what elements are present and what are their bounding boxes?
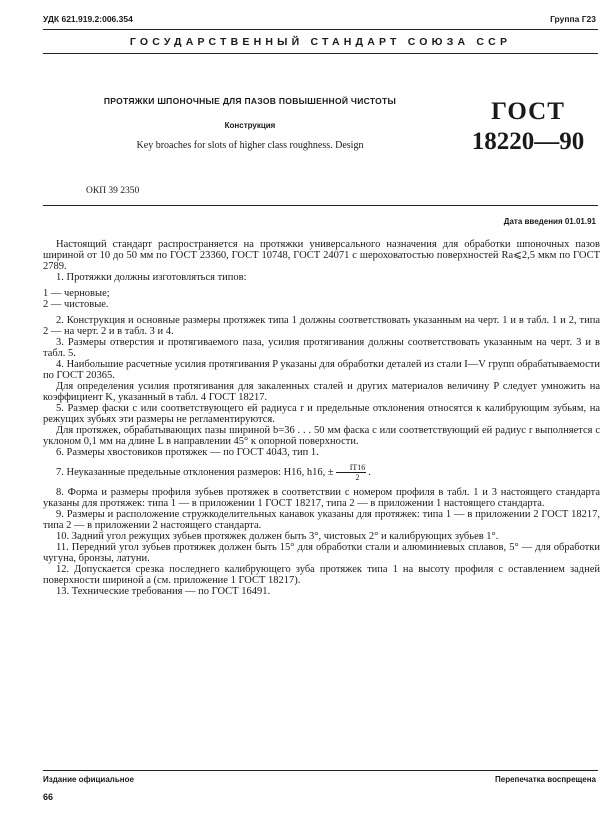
clause-11: 11. Передний угол зубьев протяжек должен быть 15° для обработки стали и алюминиевых сплавов, 5° — для обработки чугуна, бронзы, латуни. [43,542,600,564]
document-title: ПРОТЯЖКИ ШПОНОЧНЫЕ ДЛЯ ПАЗОВ ПОВЫШЕННОЙ ЧИСТОТЫ [103,96,397,106]
type-1-item: 1 — черновые; [43,288,110,299]
clause-7-text: 7. Неуказанные предельные отклонения размеров: H16, h16, ± [56,466,334,478]
footer-rule [43,770,598,771]
clause-7-end: . [368,466,371,478]
fraction-denominator: 2 [355,473,360,482]
clause-1: 1. Протяжки должны изготовляться типов: [56,272,247,283]
group-code: Группа Г23 [550,14,596,24]
fraction-numerator: IT16 [336,463,367,473]
clause-10: 10. Задний угол режущих зубьев протяжек должен быть 3°, чистовых 2° и калибрующих зубьев 1°. [56,531,499,542]
gost-label: ГОСТ [491,98,565,125]
date-introduction: Дата введения 01.01.91 [503,217,596,226]
clause-5-note: Для протяжек, обрабатывающих пазы шириной b=36 . . . 50 мм фаска c или соответствующий ей радиус r выполняется с уклоном 0,1 мм на длине L в направлении 45° к опорной поверхности. [43,425,600,447]
clause-4: 4. Наибольшие расчетные усилия протягивания P указаны для обработки деталей из стали I—V групп обрабатываемости по ГОСТ 20365. [43,359,600,381]
heading-rule [43,53,598,54]
state-standard-heading: ГОСУДАРСТВЕННЫЙ СТАНДАРТ СОЮЗА ССР [129,36,512,48]
clause-7 [43,463,600,482]
document-subtitle: Конструкция [224,121,276,130]
okp-rule [43,205,598,206]
reprint-note: Перепечатка воспрещена [495,775,596,784]
type-2-item: 2 — чистовые. [43,299,109,310]
clause-2: 2. Конструкция и основные размеры протяжек типа 1 должны соответствовать указанным на черт. 1 и в табл. 1 и 2, типа 2 — на черт. 2 и в табл. 3 и 4. [43,315,600,337]
page-number: 66 [43,792,54,802]
gost-number: 18220—90 [471,128,585,155]
clause-13: 13. Технические требования — по ГОСТ 16491. [56,586,271,597]
clause-5: 5. Размер фаски c или соответствующего ей радиуса r и предельные отклонения относятся к калибрующим зубьям, на режущих зубьях эти размеры не регламентируются. [43,403,600,425]
intro-paragraph: Настоящий стандарт распространяется на протяжки универсального назначения для обработки шпоночных пазов шириной от 10 до 50 мм по ГОСТ 23360, ГОСТ 10748, ГОСТ 24071 с шероховатостью поверхностей Ra⩽2,5 мкм по ГОСТ 2789. [43,239,600,272]
clause-12: 12. Допускается срезка последнего калибрующего зуба протяжек типа 1 на высоту профиля с оставлением задней поверхности шириной a (см. приложение 1 ГОСТ 18217). [43,564,600,586]
english-title: Key broaches for slots of higher class roughness. Design [136,140,364,151]
clause-3: 3. Размеры отверстия и протягиваемого паза, усилия протягивания должны соответствовать указанным на черт. 3 и в табл. 5. [43,337,600,359]
tolerance-fraction [336,463,367,482]
standard-body [43,234,600,597]
top-rule [43,29,598,30]
clause-9: 9. Размеры и расположение стружкоделительных канавок указаны для протяжек: типа 1 — в приложении 2 ГОСТ 18217, типа 2 — в приложении 2 настоящего стандарта. [43,509,600,531]
udk-code: УДК 621.919.2:006.354 [43,14,133,24]
okp-code: ОКП 39 2350 [86,186,140,196]
clause-8: 8. Форма и размеры профиля зубьев протяжек в соответствии с номером профиля в табл. 1 и 3 настоящего стандарта указаны для протяжек: типа 1 — в приложении 1 ГОСТ 18217, типа 2 — в приложении 1 настоящего стандарта. [43,487,600,509]
clause-6: 6. Размеры хвостовиков протяжек — по ГОСТ 4043, тип 1. [56,447,319,458]
clause-4-note: Для определения усилия протягивания для закаленных сталей и других материалов величину P следует умножить на коэффициент K, указанный в табл. 4 ГОСТ 18217. [43,381,600,403]
edition-note: Издание официальное [43,775,134,784]
